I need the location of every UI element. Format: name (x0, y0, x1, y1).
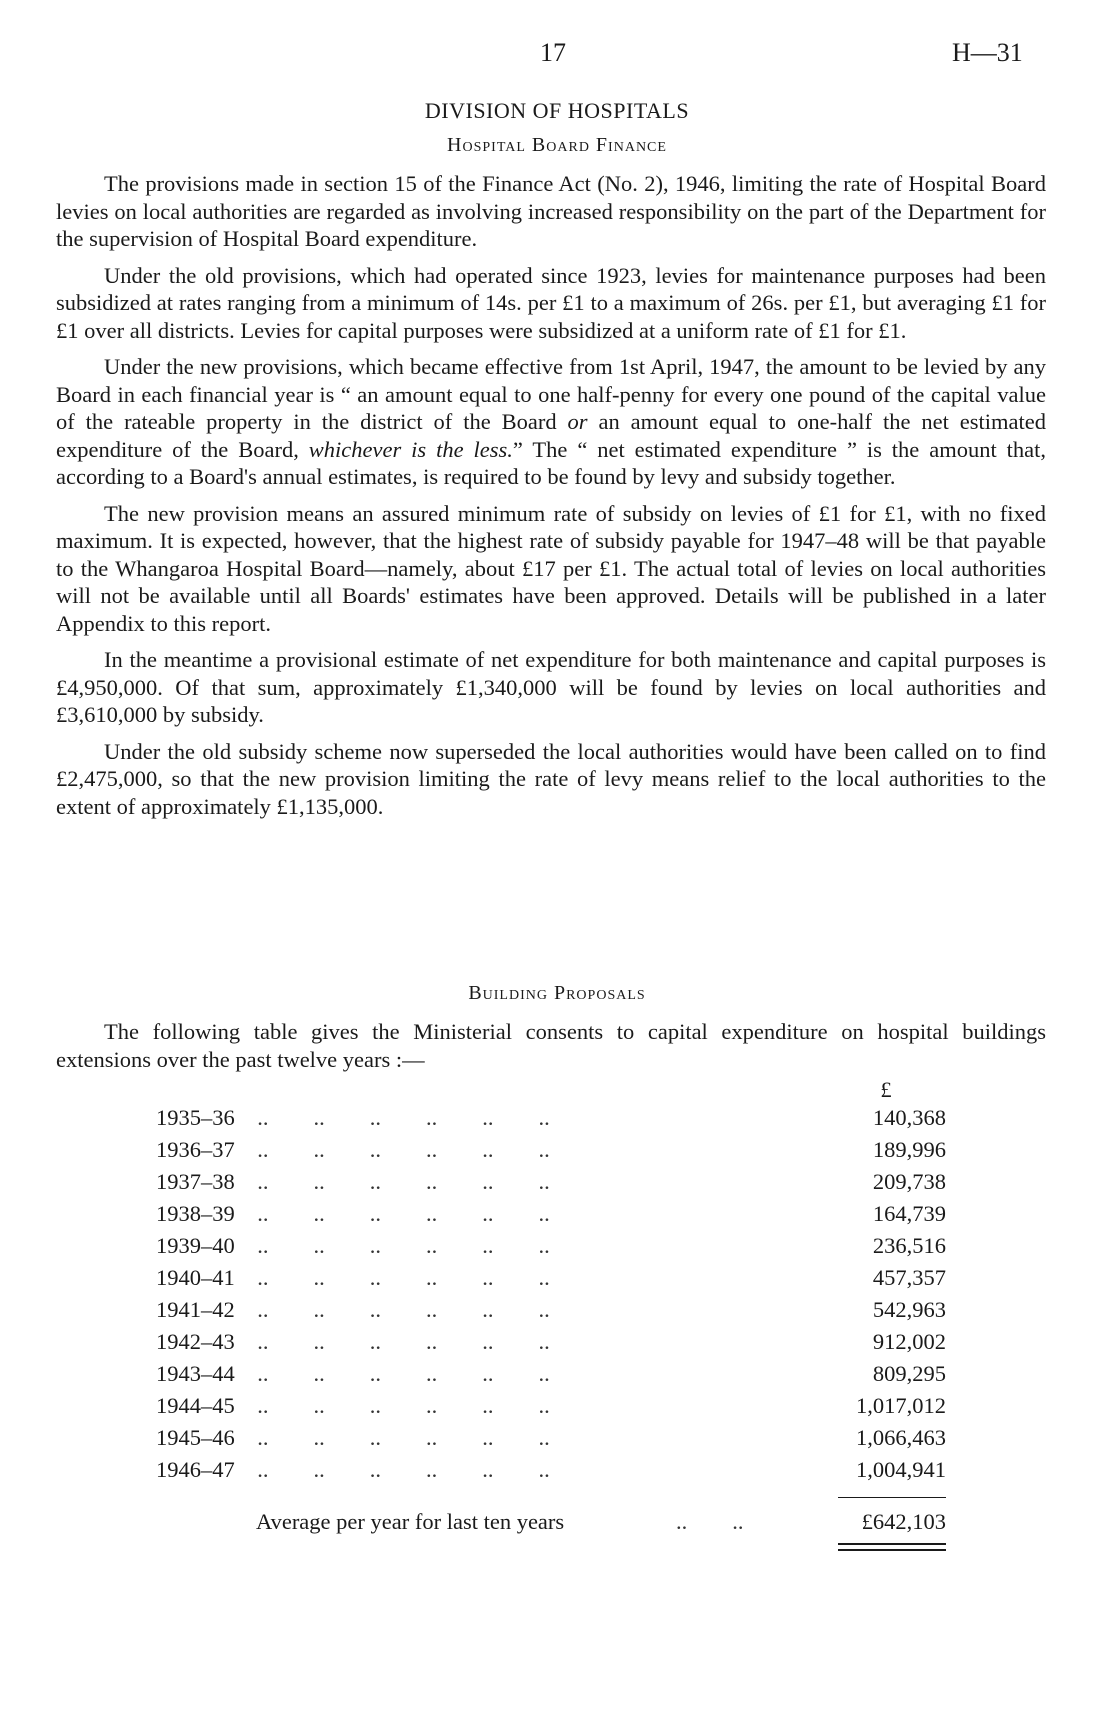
row-amount: 809,295 (872, 1361, 946, 1386)
table-row (156, 1425, 946, 1457)
row-amount: 209,738 (872, 1169, 946, 1194)
table-row (156, 1137, 946, 1169)
finance-paragraph-2: Under the old provisions, which had operated since 1923, levies for maintenance purposes had been subsidized at rates ranging from a minimum of 14s. per £1 to a maximum of 26s. per £1, but averaging £1 for £1 over all districts. Levies for capital purposes were subsidized at a uniform rate of £1 for £1. (56, 262, 1046, 343)
para3-text-3: ” The “ net estimated expenditure ” is the amount that, according to a Board's annual estimates, is required to be found by levy and subsidy together. (56, 436, 1047, 489)
table-row (156, 1393, 946, 1425)
table-row (156, 1169, 946, 1201)
row-amount: 912,002 (872, 1329, 946, 1354)
row-year: 1939–40 (156, 1233, 235, 1258)
para3-text-2: an amount equal to one-half the net estimated expenditure of the Board, (56, 409, 1047, 462)
currency-column-header: £ (880, 1077, 892, 1102)
row-year: 1943–44 (156, 1361, 235, 1386)
row-year: 1937–38 (156, 1169, 235, 1194)
dot-leaders: .. .. .. .. .. .. (246, 1265, 550, 1290)
double-rule (838, 1543, 946, 1551)
row-year: 1942–43 (156, 1329, 235, 1354)
row-year: 1944–45 (156, 1393, 235, 1418)
dot-leaders: .. .. .. .. .. .. (246, 1329, 550, 1354)
row-amount: 140,368 (872, 1105, 946, 1130)
average-label: Average per year for last ten years (256, 1509, 565, 1534)
para3-text-1: Under the new provisions, which became effective from 1st April, 1947, the amount to be levied by any Board in each financial year is “ an amount equal to one half-penny for every one pound of the capital value of the rateable property in the district of the Board (56, 354, 1046, 434)
row-year: 1936–37 (156, 1137, 235, 1162)
finance-text (56, 170, 1046, 820)
dot-leaders: .. .. .. .. .. .. (246, 1457, 550, 1482)
dot-leaders: .. .. .. .. .. .. (246, 1105, 550, 1130)
row-amount: 164,739 (872, 1201, 946, 1226)
table-row (156, 1201, 946, 1233)
table-row (156, 1265, 946, 1297)
table-row (156, 1457, 946, 1489)
dot-leaders: .. .. .. .. .. .. (246, 1425, 550, 1450)
page-number: 17 (540, 38, 566, 67)
dot-leaders: .. .. .. .. .. .. (246, 1393, 550, 1418)
row-year: 1946–47 (156, 1457, 235, 1482)
finance-paragraph-6: Under the old subsidy scheme now superseded the local authorities would have been called on to find £2,475,000, so that the new provision limiting the rate of levy means relief to the local authorities to the extent of approximately £1,135,000. (56, 738, 1046, 819)
table-row (156, 1233, 946, 1265)
finance-paragraph-5: In the meantime a provisional estimate of net expenditure for both maintenance and capital purposes is £4,950,000. Of that sum, approximately £1,340,000 will be found by levies on local authorities and £3,610,000 by subsidy. (56, 647, 1046, 727)
dot-leaders: .. .. .. .. .. .. (246, 1169, 550, 1194)
section-heading-finance: Hospital Board Finance (447, 134, 667, 156)
table-row (156, 1361, 946, 1393)
row-amount: 1,004,941 (856, 1457, 946, 1482)
para3-italic-whichever: whichever is the less. (308, 436, 513, 462)
dot-leaders: .. .. .. .. .. .. (246, 1297, 550, 1322)
row-amount: 457,357 (872, 1265, 946, 1290)
finance-paragraph-4: The new provision means an assured minimum rate of subsidy on levies of £1 for £1, with no fixed maximum. It is expected, however, that the highest rate of subsidy payable for 1947–48 will be that payable to the Whangaroa Hospital Board—namely, about £17 per £1. The actual total of levies on local authorities will not be available until all Boards' estimates have been approved. Details will be published in a later Appendix to this report. (56, 500, 1046, 636)
table-rows (156, 1105, 946, 1489)
row-amount: 1,017,012 (856, 1393, 946, 1418)
dot-leaders: .. .. .. .. .. .. (246, 1137, 550, 1162)
average-value: £642,103 (861, 1509, 946, 1534)
division-title: DIVISION OF HOSPITALS (424, 98, 690, 123)
row-year: 1938–39 (156, 1201, 235, 1226)
dot-leaders: .. .. (676, 1509, 744, 1534)
total-rule (838, 1497, 946, 1498)
building-intro (56, 1018, 1046, 1073)
finance-paragraph-3 (56, 353, 1046, 491)
row-year: 1935–36 (156, 1105, 235, 1130)
row-year: 1941–42 (156, 1297, 235, 1322)
row-amount: 189,996 (872, 1137, 946, 1162)
row-year: 1940–41 (156, 1265, 235, 1290)
table-row (156, 1297, 946, 1329)
row-amount: 542,963 (872, 1297, 946, 1322)
building-intro-paragraph: The following table gives the Ministerial consents to capital expenditure on hospital buildings extensions over the past twelve years :— (56, 1019, 1046, 1072)
section-heading-building: Building Proposals (468, 982, 646, 1004)
row-amount: 1,066,463 (856, 1425, 946, 1450)
dot-leaders: .. .. .. .. .. .. (246, 1233, 550, 1258)
average-row (256, 1509, 946, 1535)
table-row (156, 1329, 946, 1361)
dot-leaders: .. .. .. .. .. .. (246, 1201, 550, 1226)
dot-leaders: .. .. .. .. .. .. (246, 1361, 550, 1386)
row-year: 1945–46 (156, 1425, 235, 1450)
building-expenditure-table (156, 1077, 946, 1534)
row-amount: 236,516 (872, 1233, 946, 1258)
table-row (156, 1105, 946, 1137)
finance-paragraph-1: The provisions made in section 15 of the Finance Act (No. 2), 1946, limiting the rate of Hospital Board levies on local authorities are regarded as involving increased responsibility on the part of the Department for the supervision of Hospital Board expenditure. (56, 171, 1046, 251)
para3-italic-or: or (567, 409, 588, 434)
document-reference: H—31 (952, 38, 1023, 67)
